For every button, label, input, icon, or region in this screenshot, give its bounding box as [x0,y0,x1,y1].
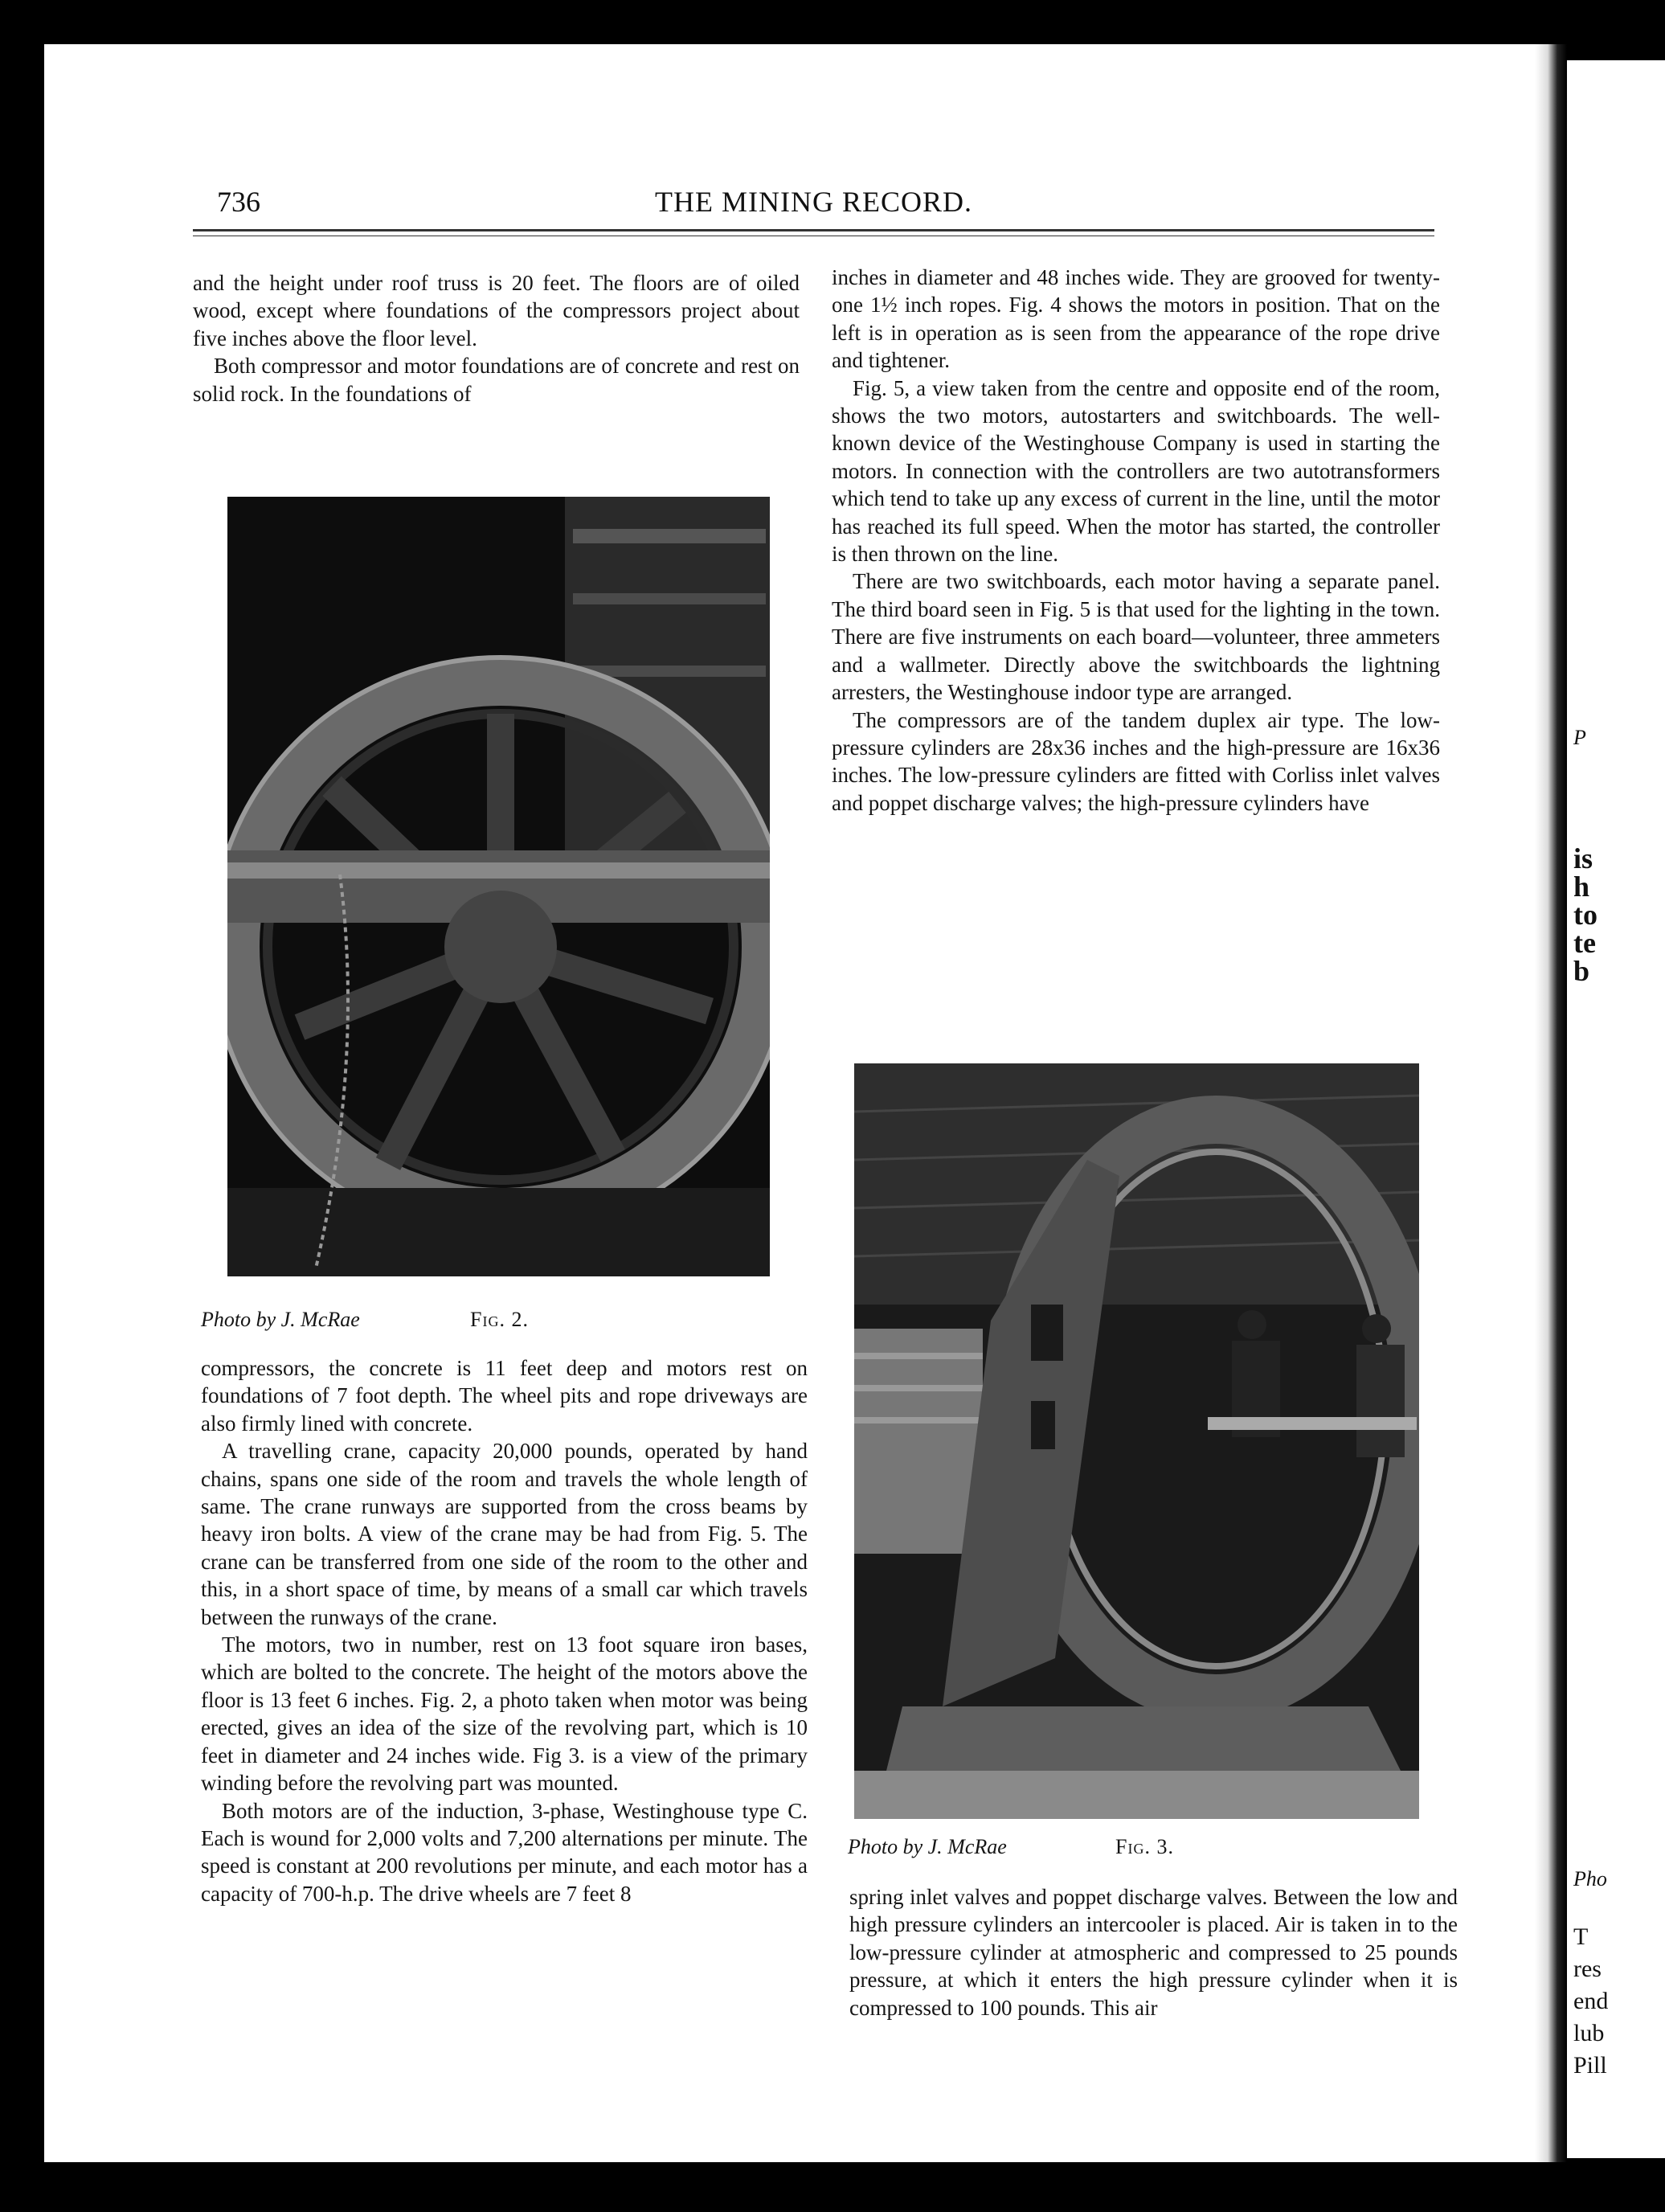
page-gutter [1535,44,1567,2162]
figure-2-caption [201,1308,683,1332]
paragraph: spring inlet valves and poppet discharge valves. Between the low and high pressure cylinders an intercooler is placed. Air is taken in to the low-pressure cylinder at atmospheric and compressed to 25 pounds pressure, at which it enters the high pressure cylinder when it is compressed to 100 pounds. This air [849,1885,1458,2020]
next-page-fragment: lub [1573,2020,1605,2046]
page-number: 736 [217,186,260,218]
adjacent-page-edge [1567,60,1665,2158]
publication-title: THE MINING RECORD. [655,186,972,218]
figure-3-photo [854,1063,1419,1819]
paragraph: There are two switchboards, each motor having a separate panel. The third board seen in Fig. 5 is that used for the lighting in the town. There are five instruments on each board—volunteer, three ammeters and a wallmeter. Directly above the switchboards the lightning arresters, the Westinghouse indoor type are arranged. [832,569,1440,705]
paragraph: compressors, the concrete is 11 feet deep and motors rest on foundations of 7 foot depth. The wheel pits and rope driveways are also firmly lined with concrete. [201,1356,808,1436]
figure-2-photo [227,497,770,1276]
figure-3-caption [848,1835,1330,1859]
next-page-fragment: to [1573,899,1598,931]
right-column-top [832,264,1440,817]
left-column-top [193,269,800,408]
paragraph: Fig. 5, a view taken from the centre and opposite end of the room, shows the two motors, autostarters and switchboards. The well-known device of the Westinghouse Company is used in starting the motors. In connection with the controllers are two autotransformers which tend to take up any excess of current in the line, until the motor has reached its full speed. When the motor has started, the controller is then thrown on the line. [832,375,1440,567]
paragraph: Both compressor and motor foundations are of concrete and rest on solid rock. In the foundations of [193,354,800,406]
paragraph: and the height under roof truss is 20 feet. The floors are of oiled wood, except where foundations of the compressors project about five inches above the floor level. [193,271,800,350]
primary-winding-photo [854,1063,1419,1819]
next-page-fragment: end [1573,1988,1609,2014]
paragraph: A travelling crane, capacity 20,000 pounds, operated by hand chains, spans one side of the room and travels the whole length of same. The crane runways are supported from the cross beams by heavy iron bolts. A view of the crane may be had from Fig. 5. The crane can be transferred from one side of the room to the other and this, in a short space of time, by means of a small car which travels between the runways of the crane. [201,1439,808,1629]
paragraph: The compressors are of the tandem duplex air type. The low-pressure cylinders are 28x36 inches and the high-pressure are 16x36 inches. The low-pressure cylinders are fitted with Corliss inlet valves and poppet discharge valves; the high-pressure cylinders have [832,707,1440,815]
next-page-fragment: Pho [1573,1867,1607,1890]
photo-credit: Photo by J. McRae [201,1308,360,1331]
header-rule [193,229,1434,231]
next-page-fragment: Pill [1573,2052,1607,2079]
figure-label: Fig. 2. [470,1308,529,1331]
paragraph: inches in diameter and 48 inches wide. They are grooved for twenty-one 1½ inch ropes. Fig. 4 shows the motors in position. That on the left is in operation as is seen from the appearance of the rope drive and tightener. [832,265,1440,373]
motor-wheel-photo [227,497,770,1276]
next-page-fragment: res [1573,1956,1602,1982]
next-page-fragment: b [1573,955,1590,987]
next-page-fragment: is [1573,842,1593,875]
running-header [193,185,1434,225]
paragraph: Both motors are of the induction, 3-phase, Westinghouse type C. Each is wound for 2,000 volts and 7,200 alternations per minute. The speed is constant at 200 revolutions per minute, and each motor has a capacity of 700-h.p. The drive wheels are 7 feet 8 [201,1798,808,1906]
photo-credit: Photo by J. McRae [848,1835,1007,1858]
figure-label: Fig. 3. [1115,1835,1174,1858]
paragraph: The motors, two in number, rest on 13 foot square iron bases, which are bolted to the concrete. The height of the motors above the floor is 13 feet 6 inches. Fig. 2, a photo taken when motor was being erected, gives an idea of the size of the revolving part, which is 10 feet in diameter and 24 inches wide. Fig 3. is a view of the primary winding before the revolving part was mounted. [201,1632,808,1796]
right-column-bottom [849,1883,1458,2022]
next-page-fragment: h [1573,870,1590,903]
left-column-bottom [201,1354,808,1907]
next-page-fragment: T [1573,1923,1589,1950]
next-page-fragment: P [1573,726,1586,749]
next-page-fragment: te [1573,927,1596,959]
